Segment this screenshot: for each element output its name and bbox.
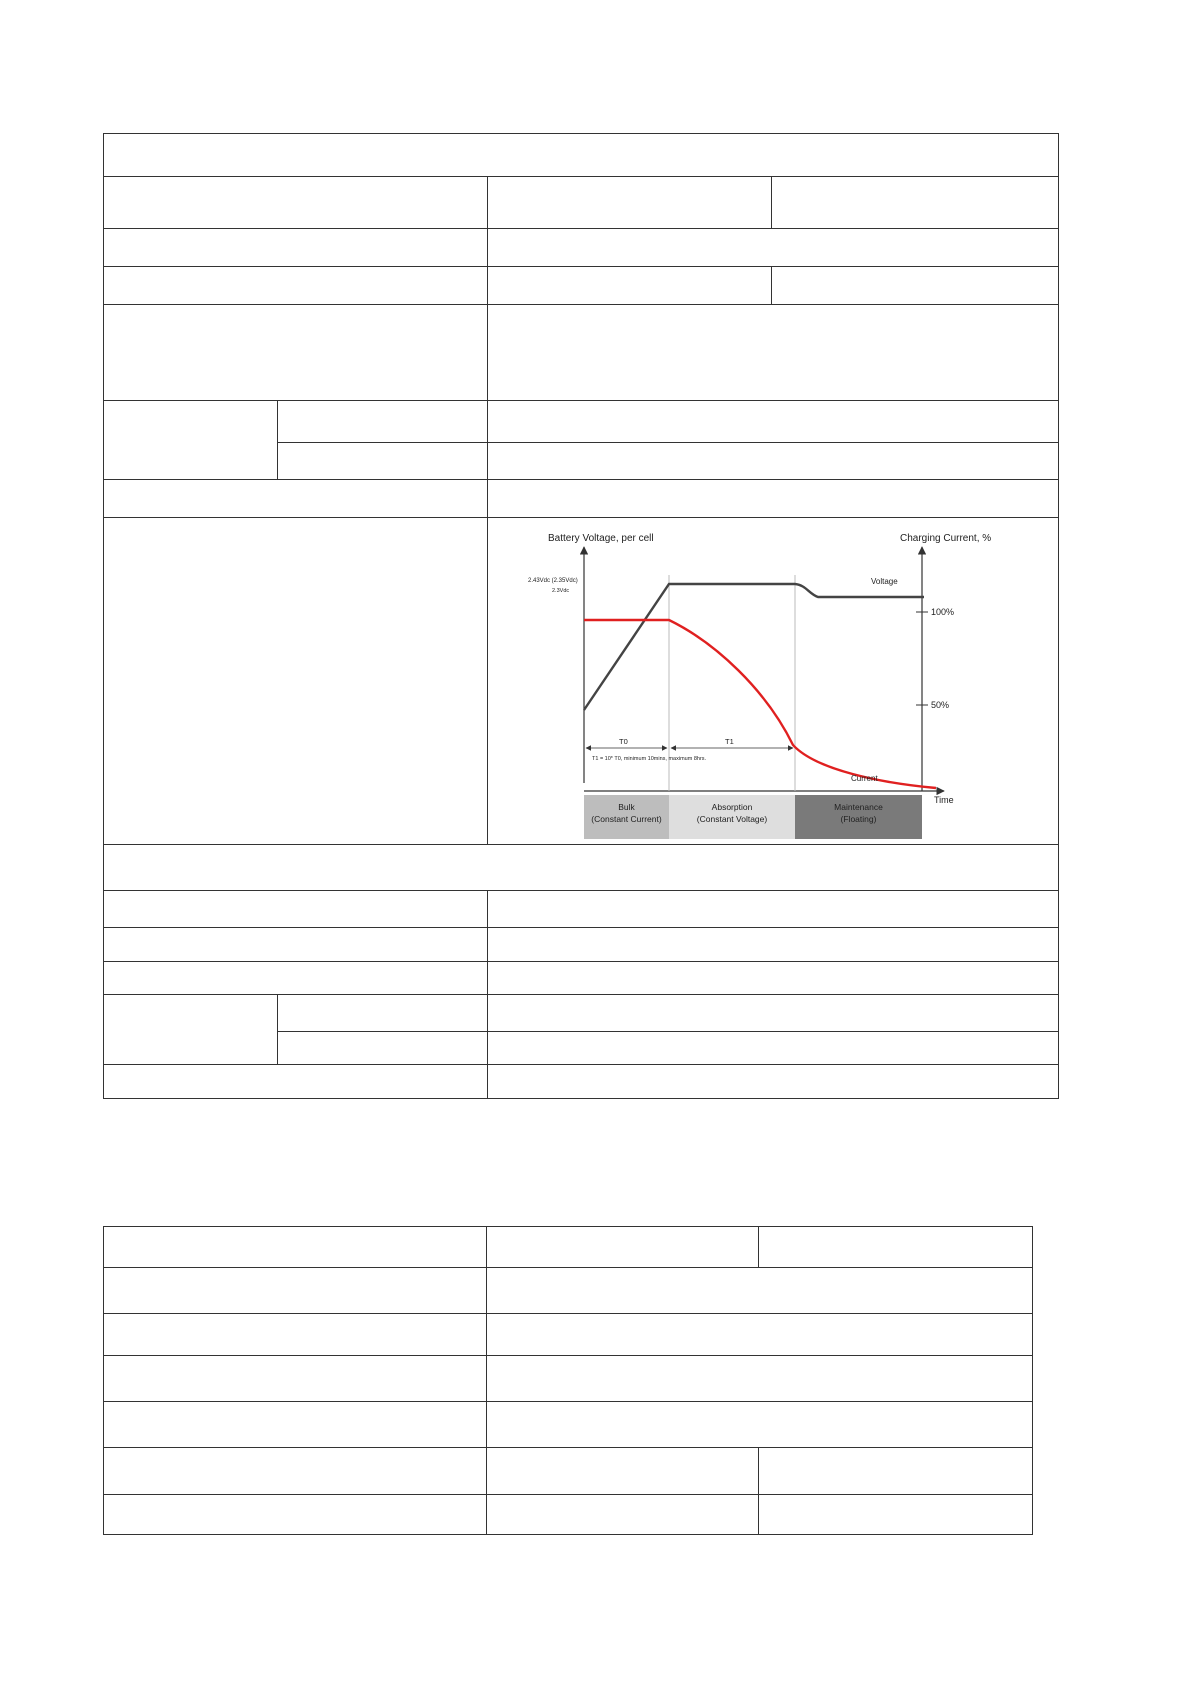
float-voltage-label: 2.3Vdc [552, 588, 570, 594]
table-cell [772, 267, 1059, 305]
table-cell [104, 1495, 487, 1535]
table-cell [104, 1402, 487, 1448]
left-axis-label: Battery Voltage, per cell [548, 533, 654, 544]
table-cell [487, 1268, 1033, 1314]
t1-formula-label: T1 = 10* T0, minimum 10mins, maximum 8hrs. [592, 756, 707, 762]
table-cell [278, 401, 488, 443]
table-cell [488, 1065, 1059, 1099]
table-cell [104, 480, 488, 518]
table-cell [488, 928, 1059, 962]
table-cell [104, 1268, 487, 1314]
bulk-voltage-label: 2.43Vdc (2.35Vdc) [528, 578, 578, 584]
table-cell [488, 177, 772, 229]
t0-label: T0 [619, 737, 628, 746]
table-cell [104, 1227, 487, 1268]
table-cell [488, 443, 1059, 480]
table-cell [488, 229, 1059, 267]
current-curve [584, 620, 936, 788]
table-1-section-header [104, 845, 1059, 891]
stage-absorption-subtitle: (Constant Voltage) [696, 814, 768, 824]
table-cell [759, 1227, 1033, 1268]
table-cell [104, 1356, 487, 1402]
table-cell [488, 891, 1059, 928]
stage-absorption-title: Absorption [711, 802, 753, 812]
table-cell [278, 1032, 488, 1065]
table-cell [488, 1032, 1059, 1065]
voltage-label: Voltage [871, 577, 898, 586]
table-cell [772, 177, 1059, 229]
stage-bulk-title: Bulk [618, 802, 635, 812]
table-cell [488, 962, 1059, 995]
t1-label: T1 [725, 737, 734, 746]
table-1-section-header [104, 134, 1059, 177]
right-axis-label: Charging Current, % [900, 533, 992, 544]
table-cell [104, 229, 488, 267]
table-cell [488, 267, 772, 305]
table-cell [488, 305, 1059, 401]
current-label: Current [851, 774, 878, 783]
table-cell [759, 1448, 1033, 1495]
table-cell [104, 518, 488, 845]
spec-table-1 [103, 133, 1059, 1099]
voltage-curve [584, 584, 924, 710]
pct-100-label: 100% [931, 607, 955, 617]
table-cell [104, 928, 488, 962]
table-cell [104, 177, 488, 229]
table-cell [278, 443, 488, 480]
charging-curve-diagram [526, 525, 996, 839]
stage-maintenance-subtitle: (Floating) [840, 814, 877, 824]
time-axis-label: Time [934, 795, 954, 805]
table-cell [759, 1495, 1033, 1535]
spec-table-2 [103, 1226, 1033, 1535]
table-cell [104, 891, 488, 928]
table-cell [104, 1448, 487, 1495]
table-cell [104, 1065, 488, 1099]
table-cell [104, 305, 488, 401]
table-cell [487, 1448, 759, 1495]
table-cell [487, 1227, 759, 1268]
table-cell [487, 1495, 759, 1535]
table-cell [488, 401, 1059, 443]
pct-50-label: 50% [931, 700, 950, 710]
table-cell [487, 1356, 1033, 1402]
table-cell [487, 1314, 1033, 1356]
stage-maintenance-title: Maintenance [834, 802, 883, 812]
stage-bulk-subtitle: (Constant Current) [591, 814, 662, 824]
table-cell [104, 962, 488, 995]
table-cell [104, 995, 278, 1065]
table-cell [278, 995, 488, 1032]
table-cell [488, 480, 1059, 518]
table-cell [488, 995, 1059, 1032]
table-cell [104, 1314, 487, 1356]
table-cell [104, 401, 278, 480]
charging-diagram-cell [488, 518, 1059, 845]
table-cell [487, 1402, 1033, 1448]
table-cell [104, 267, 488, 305]
